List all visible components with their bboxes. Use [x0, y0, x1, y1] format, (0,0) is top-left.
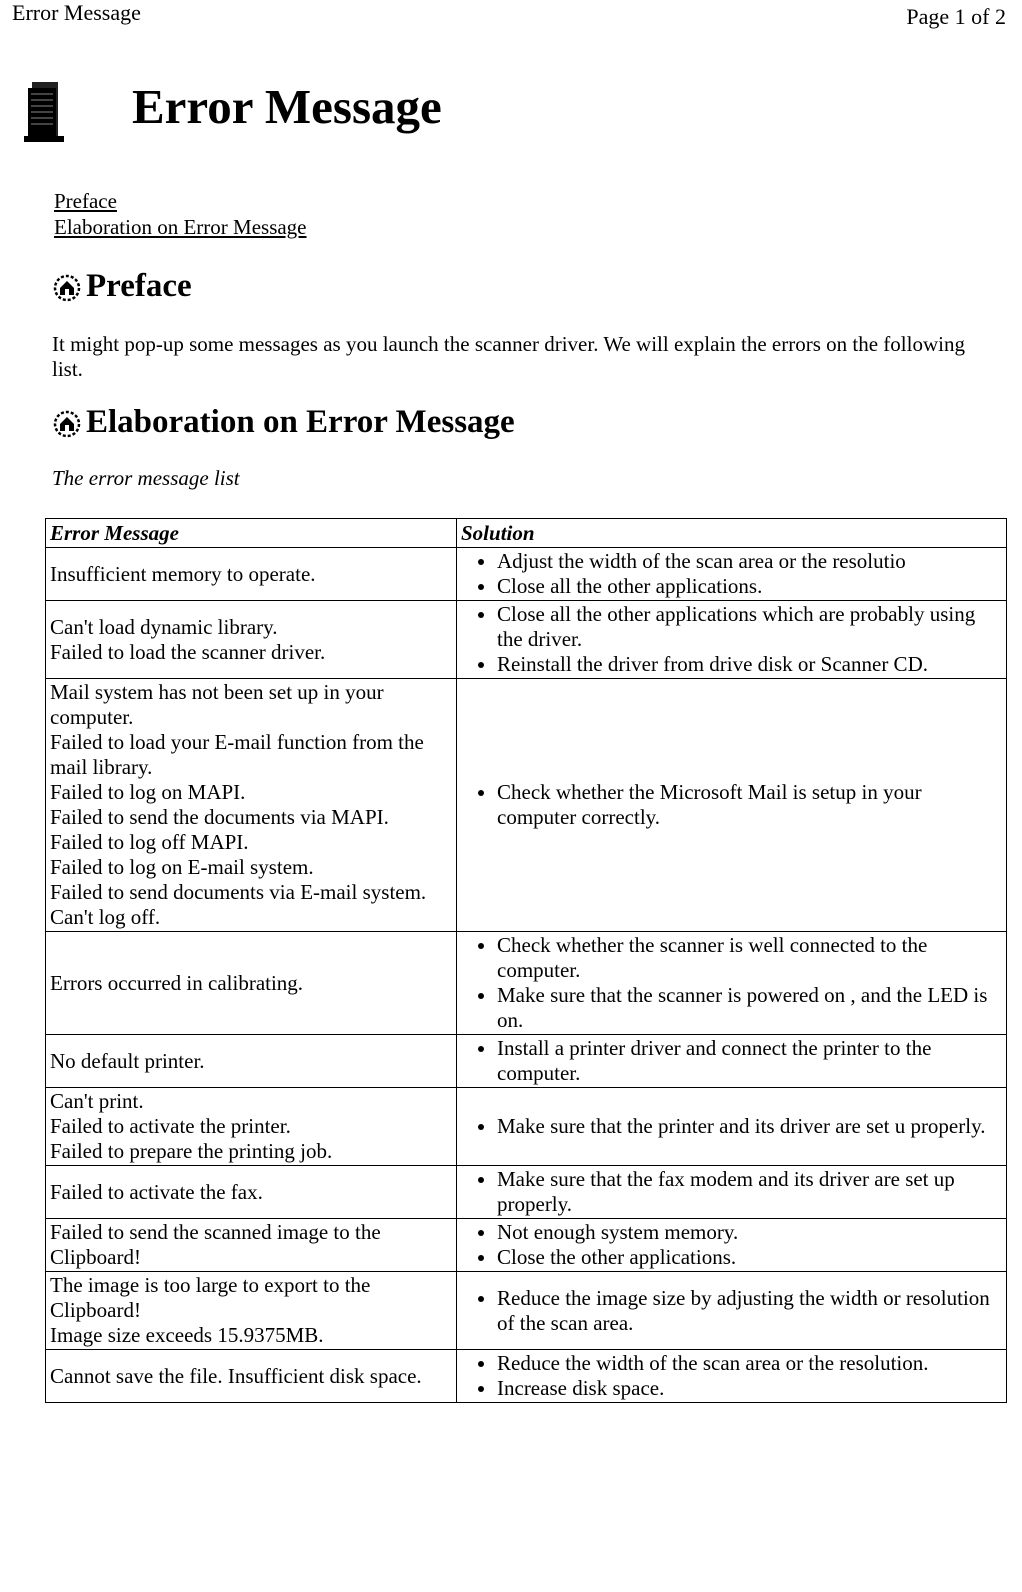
table-row — [46, 932, 1007, 1035]
solution-cell — [457, 601, 1007, 679]
solution-list — [461, 933, 1002, 1033]
preface-heading — [52, 268, 192, 305]
solution-cell — [457, 1166, 1007, 1219]
page-title: Error Message — [132, 79, 442, 134]
error-message-line: Failed to activate the printer. — [50, 1114, 291, 1138]
solution-item: • Reinstall the driver from drive disk or Scanner CD. — [497, 652, 1002, 677]
elaboration-heading — [52, 404, 515, 441]
error-message-line: Failed to send the scanned image to the Clipboard! — [50, 1220, 381, 1269]
error-cell — [46, 548, 457, 601]
solution-item: • Check whether the Microsoft Mail is setup in your computer correctly. — [497, 780, 1002, 830]
error-message-line: Can't log off. — [50, 905, 161, 929]
toc-link-elaboration[interactable]: Elaboration on Error Message — [54, 215, 307, 239]
error-message-line: Can't print. — [50, 1089, 144, 1113]
solution-item: • Reduce the width of the scan area or the resolution. — [497, 1351, 1002, 1376]
solution-cell — [457, 679, 1007, 932]
error-cell — [46, 601, 457, 679]
table-row — [46, 1035, 1007, 1088]
elaboration-heading-text: Elaboration on Error Message — [86, 404, 515, 440]
home-icon[interactable] — [52, 272, 82, 302]
list-caption: The error message list — [52, 466, 240, 490]
solution-cell — [457, 1088, 1007, 1166]
error-message-line: Failed to log on MAPI. — [50, 780, 246, 804]
error-table — [45, 518, 1007, 1403]
document-icon — [22, 80, 66, 144]
error-message-line: Failed to activate the fax. — [50, 1179, 263, 1204]
error-message-line: Errors occurred in calibrating. — [50, 970, 304, 995]
error-message-line: Cannot save the file. Insufficient disk space. — [50, 1363, 422, 1388]
solution-item: • Install a printer driver and connect the printer to the computer. — [497, 1036, 1002, 1086]
table-header-row — [46, 519, 1007, 548]
solution-list — [461, 780, 1002, 830]
solution-cell — [457, 1219, 1007, 1272]
error-message-line: Failed to load the scanner driver. — [50, 639, 326, 664]
solution-list — [461, 1036, 1002, 1086]
preface-heading-text: Preface — [86, 268, 192, 304]
solution-item: • Close all the other applications. — [497, 574, 1002, 599]
table-row — [46, 1350, 1007, 1403]
error-cell — [46, 932, 457, 1035]
solution-item: • Make sure that the scanner is powered on , and the LED is on. — [497, 983, 1002, 1033]
table-row — [46, 679, 1007, 932]
header-page-label: Page 1 of 2 — [906, 4, 1006, 29]
error-message-line: Failed to load your E-mail function from the mail library. — [50, 730, 424, 779]
error-message-line: Failed to send the documents via MAPI. — [50, 805, 389, 829]
error-cell — [46, 1166, 457, 1219]
header-doc-title: Error Message — [12, 0, 141, 25]
solution-item: • Reduce the image size by adjusting the width or resolution of the scan area. — [497, 1286, 1002, 1336]
solution-list — [461, 549, 1002, 599]
error-cell — [46, 1088, 457, 1166]
solution-list — [461, 1167, 1002, 1217]
solution-item: • Make sure that the printer and its driver are set u properly. — [497, 1114, 1002, 1139]
table-row — [46, 1272, 1007, 1350]
error-cell — [46, 1350, 457, 1403]
solution-item: • Increase disk space. — [497, 1376, 1002, 1401]
table-row — [46, 1088, 1007, 1166]
solution-item: • Close the other applications. — [497, 1245, 1002, 1270]
table-row — [46, 601, 1007, 679]
error-message-line: The image is too large to export to the Clipboard! — [50, 1273, 371, 1322]
solution-item: • Adjust the width of the scan area or the resolutio — [497, 549, 1002, 574]
solution-list — [461, 1351, 1002, 1401]
table-row — [46, 548, 1007, 601]
solution-item: • Check whether the scanner is well connected to the computer. — [497, 933, 1002, 983]
error-message-line: Failed to send documents via E-mail system. — [50, 880, 427, 904]
solution-cell — [457, 1035, 1007, 1088]
error-message-line: No default printer. — [50, 1048, 205, 1073]
error-message-line: Image size exceeds 15.9375MB. — [50, 1323, 324, 1347]
preface-text: It might pop-up some messages as you launch the scanner driver. We will explain the errors on the following list. — [52, 332, 965, 381]
solution-cell — [457, 1350, 1007, 1403]
solution-list — [461, 1114, 1002, 1139]
solution-cell — [457, 932, 1007, 1035]
solution-cell — [457, 1272, 1007, 1350]
error-message-line: Failed to log on E-mail system. — [50, 855, 314, 879]
error-cell — [46, 1219, 457, 1272]
error-message-line: Mail system has not been set up in your computer. — [50, 680, 384, 729]
toc-link-preface[interactable]: Preface — [54, 189, 117, 213]
column-header-error: Error Message — [46, 519, 457, 548]
table-body — [46, 548, 1007, 1403]
solution-list — [461, 1220, 1002, 1270]
error-cell — [46, 679, 457, 932]
solution-item: • Not enough system memory. — [497, 1220, 1002, 1245]
table-row — [46, 1219, 1007, 1272]
table-of-contents — [54, 188, 307, 240]
solution-cell — [457, 548, 1007, 601]
error-message-line: Failed to log off MAPI. — [50, 830, 249, 854]
error-cell — [46, 1272, 457, 1350]
error-message-line: Failed to prepare the printing job. — [50, 1139, 333, 1163]
error-cell — [46, 1035, 457, 1088]
table-row — [46, 1166, 1007, 1219]
solution-item: • Close all the other applications which are probably using the driver. — [497, 602, 1002, 652]
error-message-line: Insufficient memory to operate. — [50, 561, 316, 586]
error-message-line: Can't load dynamic library. — [50, 614, 278, 639]
solution-list — [461, 1286, 1002, 1336]
solution-item: • Make sure that the fax modem and its driver are set up properly. — [497, 1167, 1002, 1217]
column-header-solution: Solution — [457, 519, 1007, 548]
solution-list — [461, 602, 1002, 677]
home-icon[interactable] — [52, 408, 82, 438]
